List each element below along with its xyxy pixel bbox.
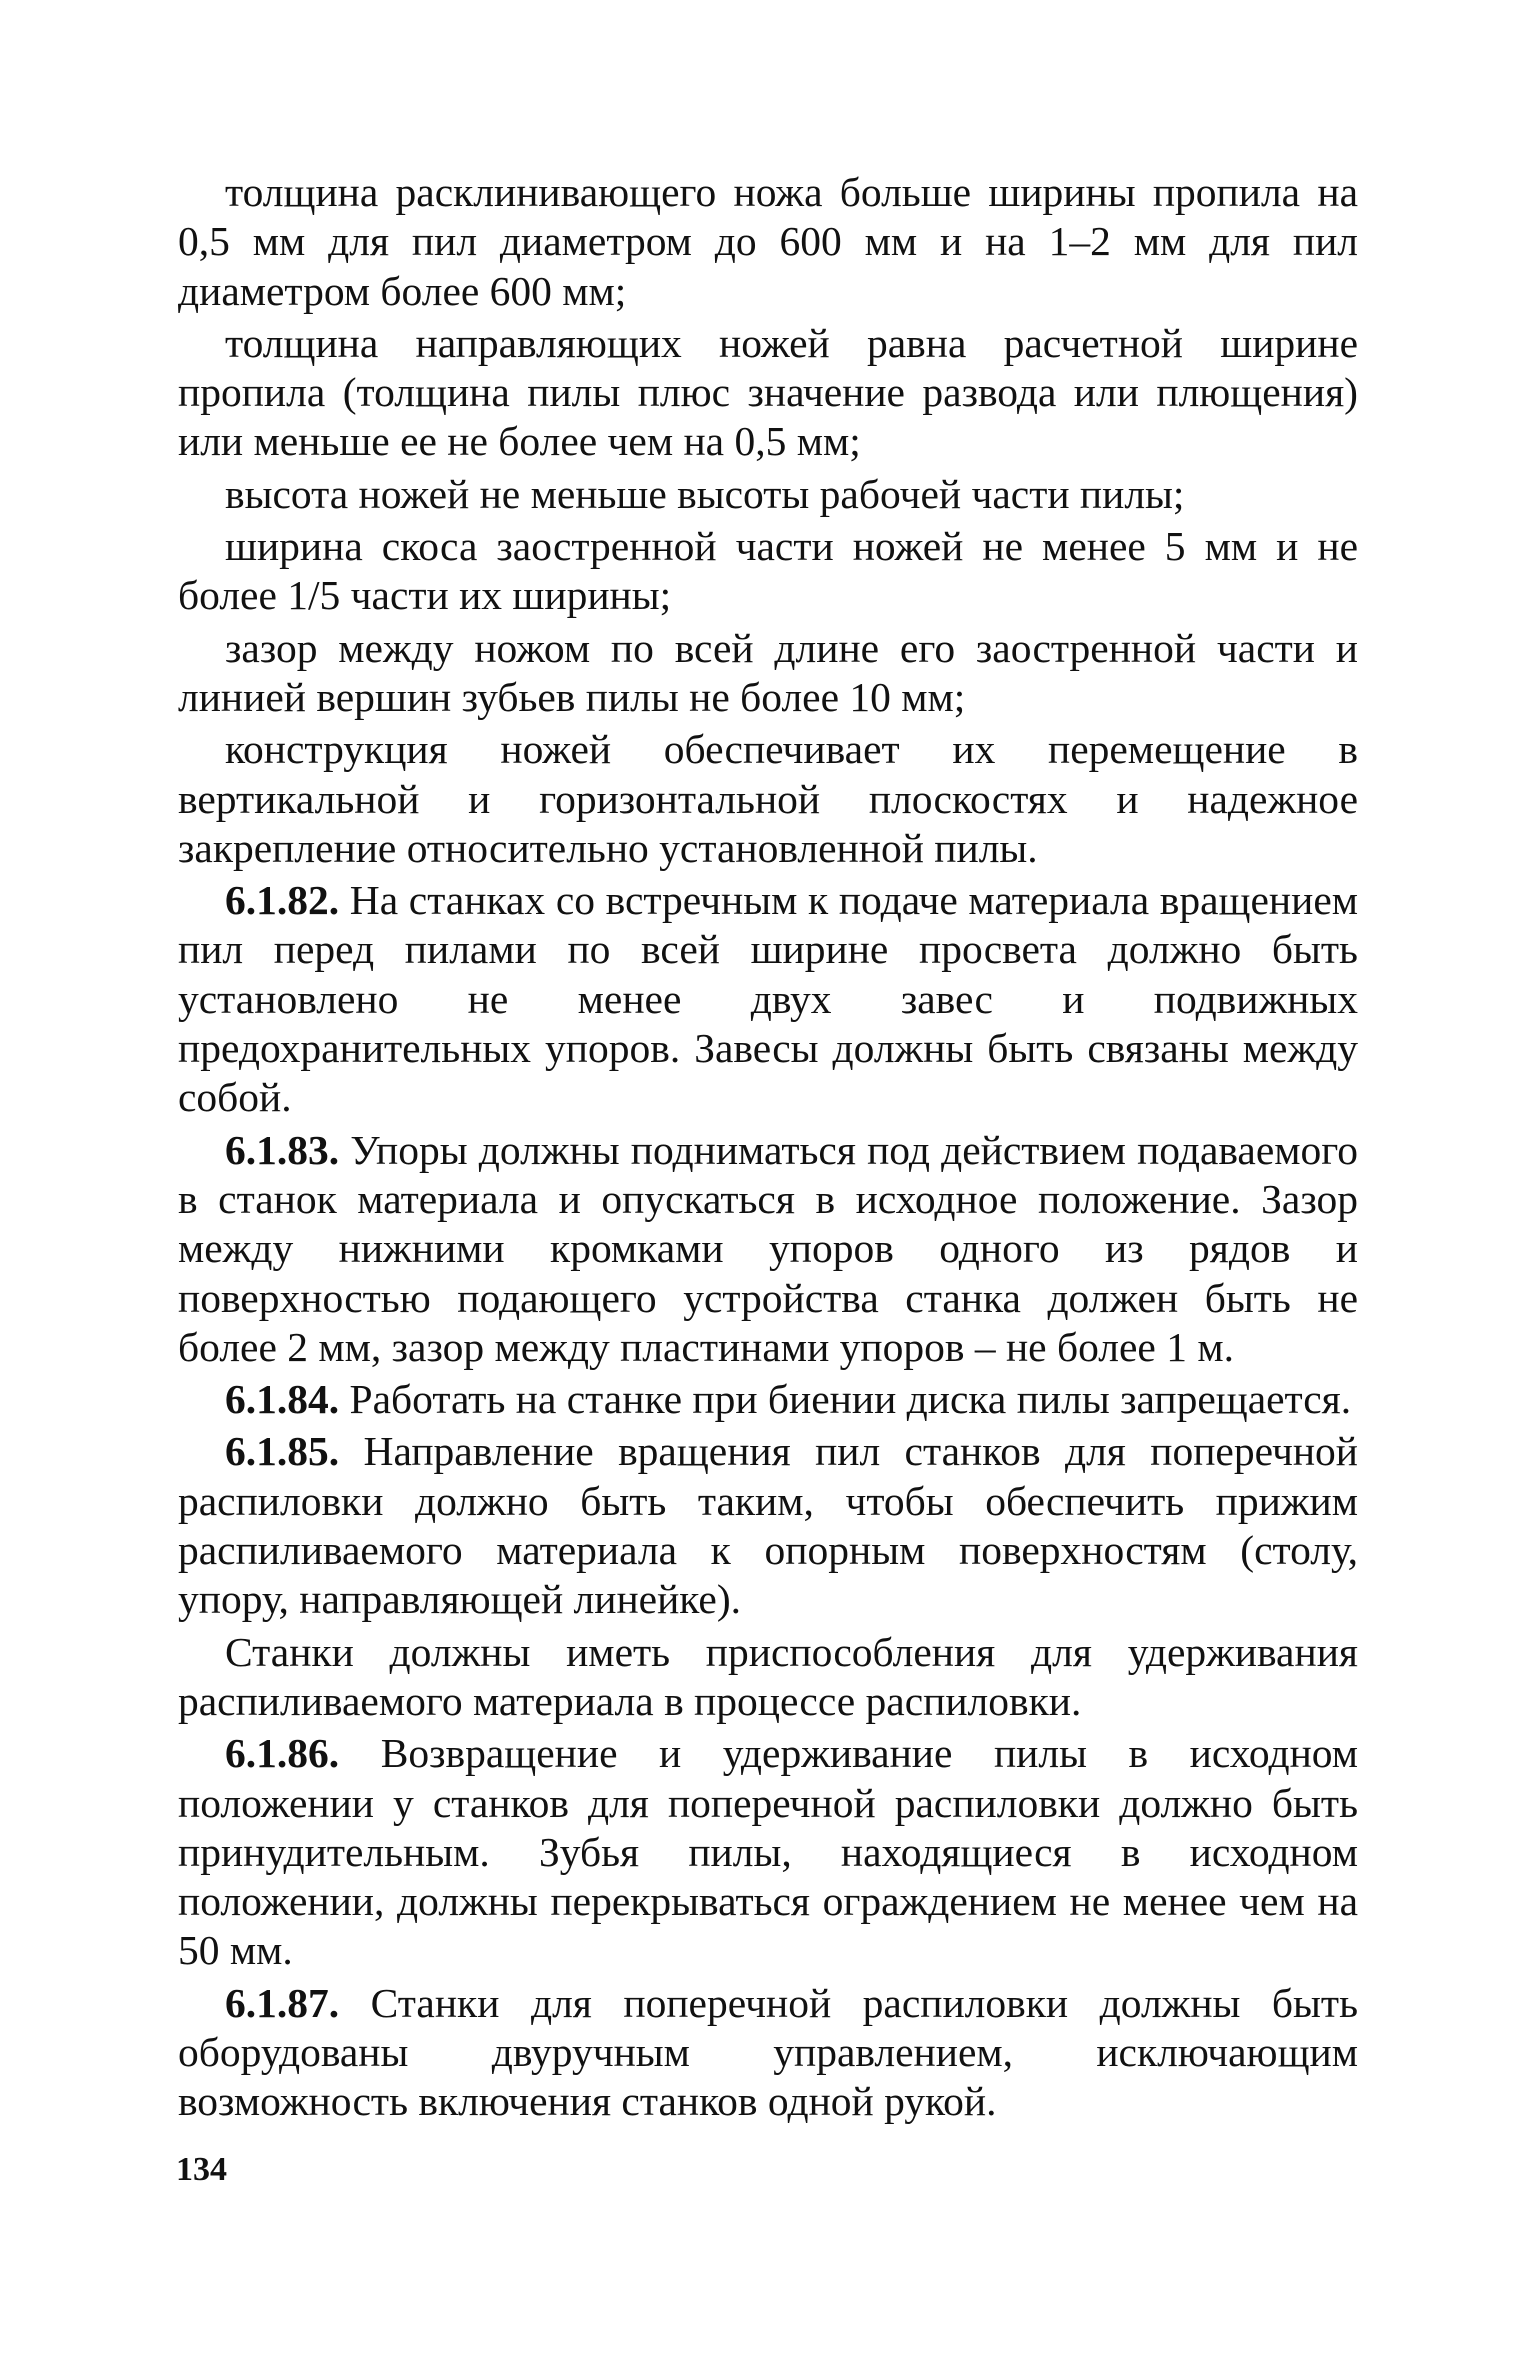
- clause-6-1-82: [178, 876, 1358, 1122]
- clause-number: 6.1.83.: [225, 1126, 340, 1173]
- paragraph: [178, 624, 1358, 723]
- paragraph-text: Направление вращения пил станков для поперечной распиловки должно быть таким, чтобы обеспечить прижим распиливаемого материала к опорным поверхностям (столу, упору, направляющей линейке).: [178, 1428, 1359, 1623]
- paragraph-text: Станки должны иметь приспособления для удерживания распиливаемого материала в процессе распиловки.: [178, 1628, 1358, 1724]
- body-text: [178, 168, 1358, 2130]
- paragraph-text: высота ножей не меньше высоты рабочей части пилы;: [225, 470, 1185, 517]
- paragraph-text: толщина направляющих ножей равна расчетной ширине пропила (толщина пилы плюс значение развода или плющения) или меньше ее не более чем на 0,5 мм;: [178, 319, 1358, 465]
- paragraph-text: конструкция ножей обеспечивает их перемещение в вертикальной и горизонтальной плоскостях и надежное закрепление относительно установленной пилы.: [178, 726, 1358, 871]
- paragraph: [178, 725, 1358, 873]
- clause-6-1-83: [178, 1126, 1358, 1372]
- page-number: 134: [176, 2151, 227, 2188]
- paragraph-text: Упоры должны подниматься под действием подаваемого в станок материала и опускаться в исходное положение. Зазор между нижними кромками упоров одного из рядов и поверхностью подающего устройства станка должен быть не более 2 мм, зазор между пластинами упоров – не более 1 м.: [178, 1126, 1359, 1370]
- paragraph-text: Работать на станке при биении диска пилы запрещается.: [349, 1376, 1352, 1423]
- paragraph-text: зазор между ножом по всей длине его заостренной части и линией вершин зубьев пилы не более 10 мм;: [178, 624, 1358, 720]
- paragraph: [178, 1628, 1358, 1727]
- paragraph: [178, 168, 1358, 316]
- clause-number: 6.1.86.: [225, 1730, 340, 1777]
- clause-6-1-86: [178, 1729, 1358, 1975]
- paragraph-text: ширина скоса заостренной части ножей не менее 5 мм и не более 1/5 части их ширины;: [178, 523, 1358, 619]
- clause-6-1-85: [178, 1427, 1358, 1624]
- clause-6-1-87: [178, 1979, 1358, 2127]
- paragraph: [178, 470, 1358, 519]
- clause-number: 6.1.85.: [225, 1428, 340, 1475]
- paragraph-text: толщина расклинивающего ножа больше ширины пропила на 0,5 мм для пил диаметром до 600 мм и на 1–2 мм для пил диаметром более 600 мм;: [178, 169, 1358, 314]
- paragraph-text: Станки для поперечной распиловки должны быть оборудованы двуручным управлением, исключающим возможность включения станков одной рукой.: [178, 1979, 1358, 2125]
- clause-number: 6.1.82.: [225, 877, 340, 924]
- paragraph: [178, 522, 1358, 621]
- paragraph-text: Возвращение и удерживание пилы в исходном положении у станков для поперечной распиловки должно быть принудительным. Зубья пилы, находящиеся в исходном положении, должны перекрываться ограждением не менее чем на 50 мм.: [178, 1730, 1359, 1974]
- paragraph-text: На станках со встречным к подаче материала вращением пил перед пилами по всей ширине просвета должно быть установлено не менее двух завес и подвижных предохранительных упоров. Завесы должны быть связаны между собой.: [178, 877, 1359, 1121]
- clause-6-1-84: [178, 1375, 1358, 1424]
- clause-number: 6.1.87.: [225, 1979, 340, 2026]
- clause-number: 6.1.84.: [225, 1376, 340, 1423]
- paragraph: [178, 319, 1358, 467]
